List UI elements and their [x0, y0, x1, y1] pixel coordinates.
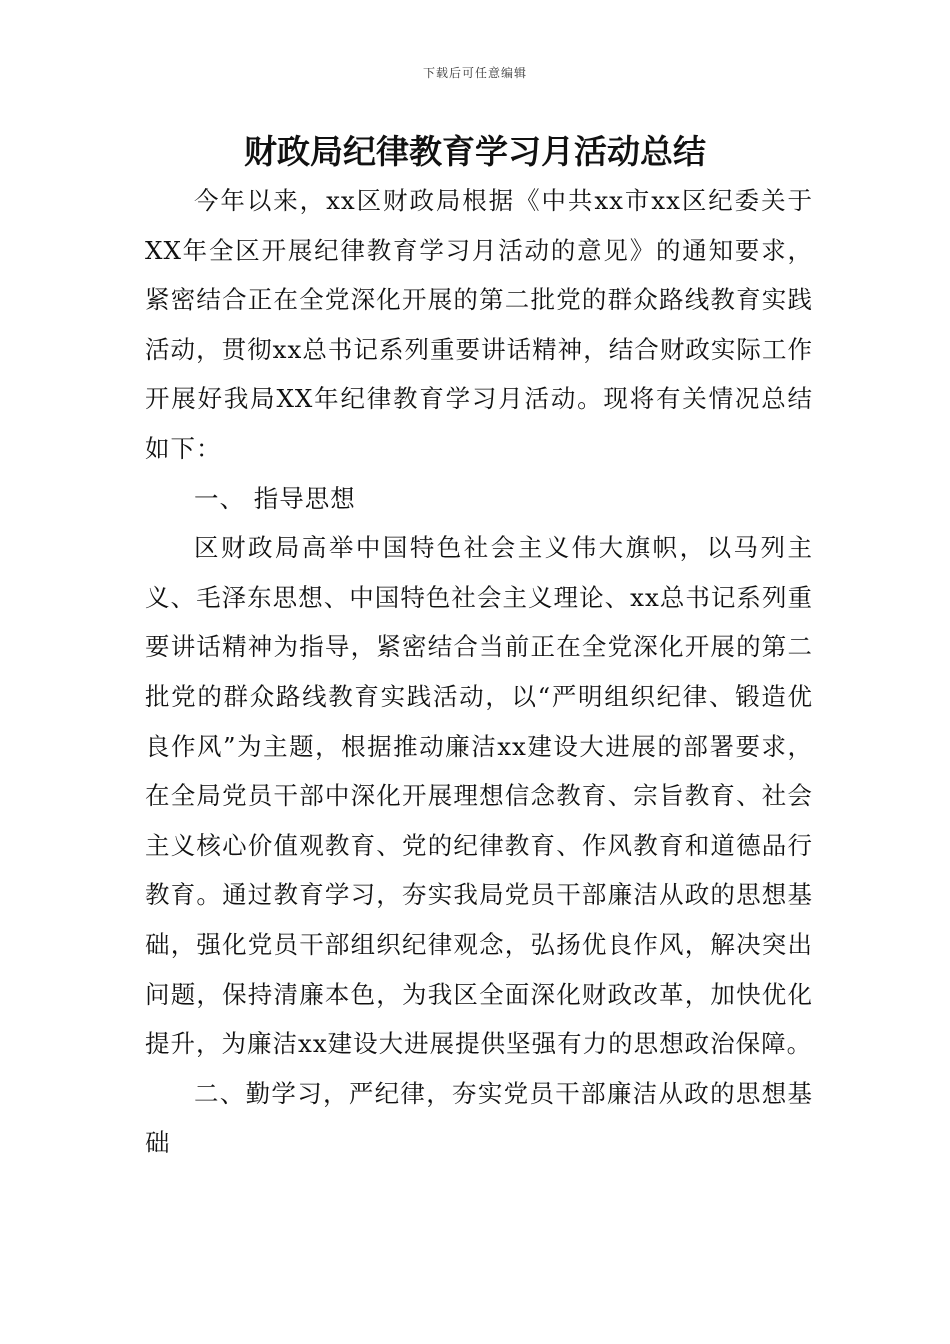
intro-paragraph: 今年以来，xx区财政局根据《中共xx市xx区纪委关于XX年全区开展纪律教育学习月活动的意见》的通知要求，紧密结合正在全党深化开展的第二批党的群众路线教育实践活动，贯彻xx总书记系列重要讲话精神，结合财政实际工作开展好我局XX年纪律教育学习月活动。现将有关情况总结如下：	[145, 186, 813, 463]
section-heading-guiding-ideology: 一、 指导思想	[194, 483, 356, 513]
document-title: 财政局纪律教育学习月活动总结	[244, 132, 706, 171]
header-note: 下载后可任意编辑	[422, 66, 527, 80]
guiding-ideology-paragraph: 区财政局高举中国特色社会主义伟大旗帜，以马列主义、毛泽东思想、中国特色社会主义理论、xx总书记系列重要讲话精神为指导，紧密结合当前正在全党深化开展的第二批党的群众路线教育实践活动，以“严明组织纪律、锻造优良作风”为主题，根据推动廉洁xx建设大进展的部署要求，在全局党员干部中深化开展理想信念教育、宗旨教育、社会主义核心价值观教育、党的纪律教育、作风教育和道德品行教育。通过教育学习，夯实我局党员干部廉洁从政的思想基础，强化党员干部组织纪律观念，弘扬优良作风，解决突出问题，保持清廉本色，为我区全面深化财政改革，加快优化提升，为廉洁xx建设大进展提供坚强有力的思想政治保障。	[145, 533, 813, 1059]
document-body	[145, 176, 813, 1168]
section-heading-study-discipline: 二、勤学习，严纪律，夯实党员干部廉洁从政的思想基础	[145, 1078, 813, 1158]
